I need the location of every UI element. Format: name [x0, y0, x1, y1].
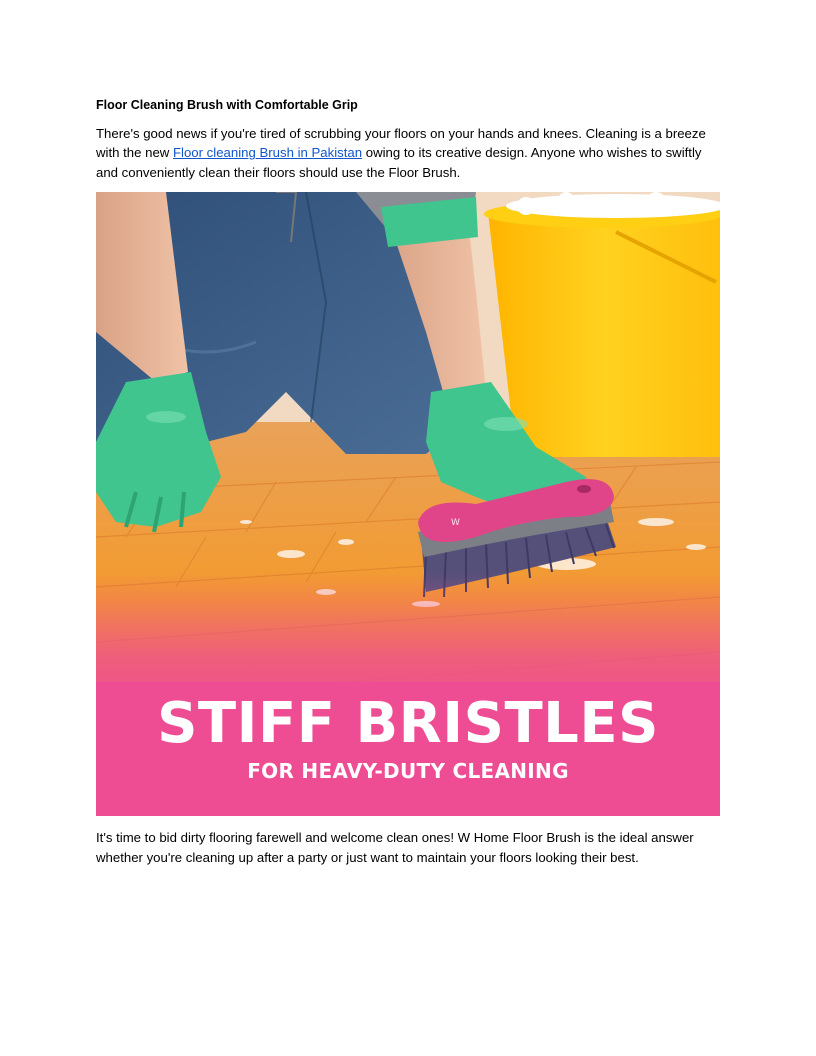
intro-paragraph [96, 124, 720, 182]
product-banner-image [96, 192, 720, 816]
document-heading: Floor Cleaning Brush with Comfortable Grip [96, 98, 358, 112]
floor-brush-link[interactable]: Floor cleaning Brush in Pakistan [172, 145, 363, 161]
banner-subtitle: FOR HEAVY-DUTY CLEANING [247, 759, 569, 784]
document-page [96, 96, 720, 867]
svg-text:W: W [451, 518, 460, 529]
closing-paragraph: It's time to bid dirty flooring farewell and welcome clean ones! W Home Floor Brush is the ideal answer whether you're cleaning up after a party or just want to maintain your floors looking their best. [96, 830, 694, 865]
intro-text-end: owing to its creative design. Anyone who wishes to swiftly and conveniently clean their floors should use the Floor Brush. [96, 145, 702, 180]
banner-title: STIFF BRISTLES [157, 691, 659, 757]
yellow-bucket [484, 192, 720, 457]
intro-text-start: There's good news if you're tired of scrubbing your floors on your hands and knees. Cleaning is a breeze with the new [96, 126, 706, 161]
